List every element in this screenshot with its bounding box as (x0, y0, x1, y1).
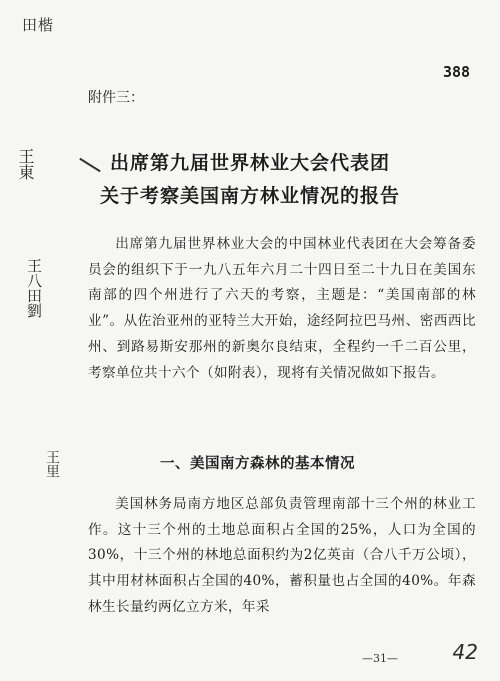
handwritten-note-left-1: 王東 (16, 148, 35, 180)
intro-section (88, 232, 476, 386)
body-section (88, 492, 476, 621)
footer-page-number: —31— (362, 652, 398, 665)
page-number: 388 (443, 63, 471, 81)
intro-paragraph: 出席第九届世界林业大会的中国林业代表团在大会筹备委员会的组织下于一九八五年六月二十四日至二十九日在美国东南部的四个州进行了六天的考察，主题是：“美国南部的林业”。从佐治亚州的亚特兰大开始，途经阿拉巴马州、密西西比州、到路易斯安那州的新奥尔良结束，全程约一千二百公里，考察单位共十六个（如附表），现将有关情况做如下报告。 (88, 236, 476, 381)
body-paragraph: 美国林务局南方地区总部负责管理南部十三个州的林业工作。这十三个州的土地总面积占全国的25%，人口为全国的30%，十三个州的林地总面积约为2亿英亩（合八千万公顷），其中用材林面积占全国的40%，蓄积量也占全国的40%。年森林生长量约两亿立方米，年采 (88, 496, 476, 615)
attachment-label: 附件三： (88, 90, 144, 106)
handwritten-note-left-3: 王里 (44, 450, 60, 478)
document-title-line-1: 出席第九届世界林业大会代表团 (109, 152, 390, 174)
handwritten-corner-number: 42 (452, 640, 478, 664)
handwritten-note-left-2: 王八田劉 (25, 258, 43, 318)
section-heading: 一、美国南方森林的基本情况 (160, 455, 355, 472)
document-title-line-2: 关于考察美国南方林业情况的报告 (99, 185, 400, 207)
handwritten-note-top: 田楷 (22, 16, 55, 34)
